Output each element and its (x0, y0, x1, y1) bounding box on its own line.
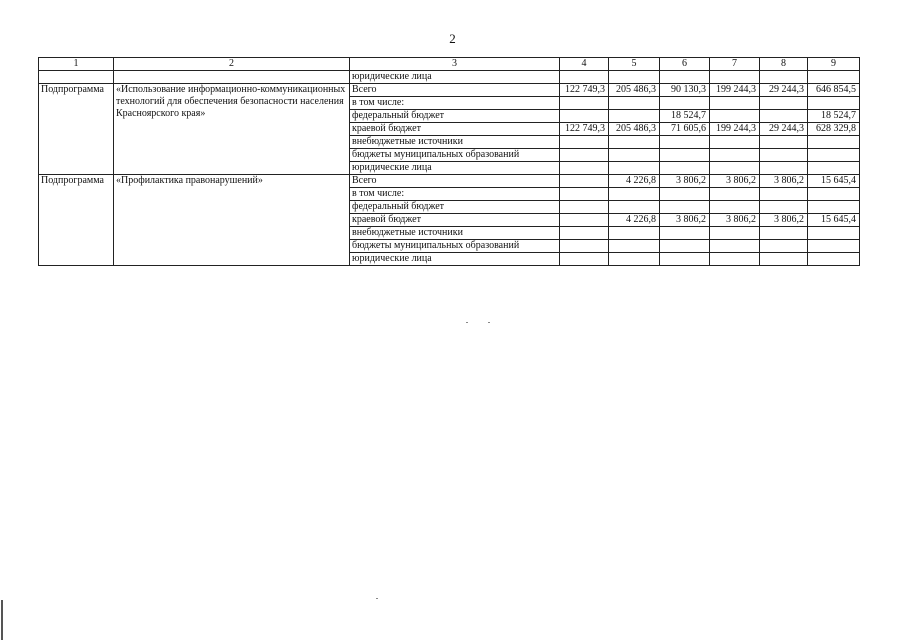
value-cell: 15 645,4 (808, 214, 860, 227)
value-cell (710, 149, 760, 162)
value-cell: 4 226,8 (609, 175, 660, 188)
value-cell: 628 329,8 (808, 123, 860, 136)
column-header: 8 (760, 58, 808, 71)
value-cell: 71 605,6 (660, 123, 710, 136)
funding-source: краевой бюджет (350, 214, 560, 227)
value-cell (710, 110, 760, 123)
value-cell (760, 110, 808, 123)
value-cell (660, 253, 710, 266)
value-cell (710, 253, 760, 266)
value-cell: 199 244,3 (710, 123, 760, 136)
value-cell: 205 486,3 (609, 123, 660, 136)
value-cell (560, 253, 609, 266)
value-cell (609, 162, 660, 175)
value-cell (808, 162, 860, 175)
column-header: 4 (560, 58, 609, 71)
value-cell (560, 110, 609, 123)
value-cell (609, 240, 660, 253)
value-cell (710, 97, 760, 110)
value-cell (808, 149, 860, 162)
value-cell: 122 749,3 (560, 123, 609, 136)
value-cell (760, 240, 808, 253)
table-row (39, 84, 860, 97)
value-cell (710, 201, 760, 214)
funding-source: федеральный бюджет (350, 201, 560, 214)
type-cell (39, 71, 114, 84)
value-cell (710, 240, 760, 253)
value-cell (560, 136, 609, 149)
subprogram-type: Подпрограмма (39, 84, 114, 175)
value-cell (560, 175, 609, 188)
funding-source: внебюджетные источники (350, 227, 560, 240)
scan-mark (488, 322, 490, 323)
value-cell (808, 71, 860, 84)
value-cell (560, 71, 609, 84)
value-cell: 3 806,2 (760, 214, 808, 227)
value-cell (609, 149, 660, 162)
value-cell (808, 136, 860, 149)
column-header: 6 (660, 58, 710, 71)
value-cell: 205 486,3 (609, 84, 660, 97)
value-cell (760, 97, 808, 110)
value-cell (660, 201, 710, 214)
value-cell: 4 226,8 (609, 214, 660, 227)
value-cell: 29 244,3 (760, 123, 808, 136)
value-cell (808, 227, 860, 240)
value-cell (760, 253, 808, 266)
value-cell (760, 136, 808, 149)
header-row (39, 58, 860, 71)
value-cell (760, 227, 808, 240)
column-header: 5 (609, 58, 660, 71)
value-cell: 122 749,3 (560, 84, 609, 97)
value-cell (660, 162, 710, 175)
value-cell (560, 97, 609, 110)
column-header: 3 (350, 58, 560, 71)
value-cell (609, 253, 660, 266)
value-cell: 199 244,3 (710, 84, 760, 97)
source-cell: юридические лица (350, 71, 560, 84)
value-cell (560, 162, 609, 175)
value-cell (808, 188, 860, 201)
value-cell (660, 240, 710, 253)
value-cell (808, 97, 860, 110)
value-cell (808, 201, 860, 214)
funding-source: внебюджетные источники (350, 136, 560, 149)
value-cell (609, 110, 660, 123)
value-cell (560, 201, 609, 214)
value-cell (760, 201, 808, 214)
funding-source: краевой бюджет (350, 123, 560, 136)
value-cell (808, 240, 860, 253)
value-cell (609, 136, 660, 149)
funding-source: Всего (350, 175, 560, 188)
value-cell (609, 201, 660, 214)
subprogram-type: Подпрограмма (39, 175, 114, 266)
funding-source: федеральный бюджет (350, 110, 560, 123)
value-cell: 15 645,4 (808, 175, 860, 188)
value-cell (560, 227, 609, 240)
value-cell: 29 244,3 (760, 84, 808, 97)
value-cell (560, 149, 609, 162)
value-cell (710, 188, 760, 201)
budget-table (38, 57, 860, 266)
value-cell (660, 149, 710, 162)
value-cell (760, 71, 808, 84)
value-cell (660, 188, 710, 201)
funding-source: юридические лица (350, 253, 560, 266)
value-cell: 3 806,2 (660, 175, 710, 188)
value-cell: 646 854,5 (808, 84, 860, 97)
funding-source: бюджеты муниципальных образований (350, 149, 560, 162)
value-cell (660, 136, 710, 149)
value-cell: 18 524,7 (660, 110, 710, 123)
value-cell (609, 188, 660, 201)
scan-mark (466, 322, 468, 323)
scan-mark (376, 598, 378, 599)
table-row (39, 175, 860, 188)
scan-mark (1, 600, 3, 640)
value-cell (560, 240, 609, 253)
funding-source: бюджеты муниципальных образований (350, 240, 560, 253)
value-cell (560, 188, 609, 201)
funding-source: в том числе: (350, 97, 560, 110)
value-cell (560, 214, 609, 227)
funding-source: юридические лица (350, 162, 560, 175)
value-cell (760, 149, 808, 162)
value-cell (710, 162, 760, 175)
value-cell (660, 97, 710, 110)
column-header: 9 (808, 58, 860, 71)
page-number: 2 (449, 31, 456, 46)
value-cell: 3 806,2 (710, 214, 760, 227)
subprogram-title: «Использование информационно-коммуникационных технологий для обеспечения безопасности населения Красноярского края» (114, 84, 350, 175)
value-cell (760, 162, 808, 175)
value-cell (710, 227, 760, 240)
title-cell (114, 71, 350, 84)
value-cell (660, 227, 710, 240)
value-cell (808, 253, 860, 266)
column-header: 1 (39, 58, 114, 71)
value-cell: 3 806,2 (760, 175, 808, 188)
value-cell: 90 130,3 (660, 84, 710, 97)
value-cell (609, 71, 660, 84)
value-cell (609, 227, 660, 240)
column-header: 2 (114, 58, 350, 71)
column-header: 7 (710, 58, 760, 71)
value-cell (710, 136, 760, 149)
value-cell: 3 806,2 (710, 175, 760, 188)
value-cell: 18 524,7 (808, 110, 860, 123)
funding-source: Всего (350, 84, 560, 97)
table-row (39, 71, 860, 84)
value-cell: 3 806,2 (660, 214, 710, 227)
value-cell (710, 71, 760, 84)
subprogram-title: «Профилактика правонарушений» (114, 175, 350, 266)
funding-source: в том числе: (350, 188, 560, 201)
value-cell (760, 188, 808, 201)
value-cell (660, 71, 710, 84)
value-cell (609, 97, 660, 110)
